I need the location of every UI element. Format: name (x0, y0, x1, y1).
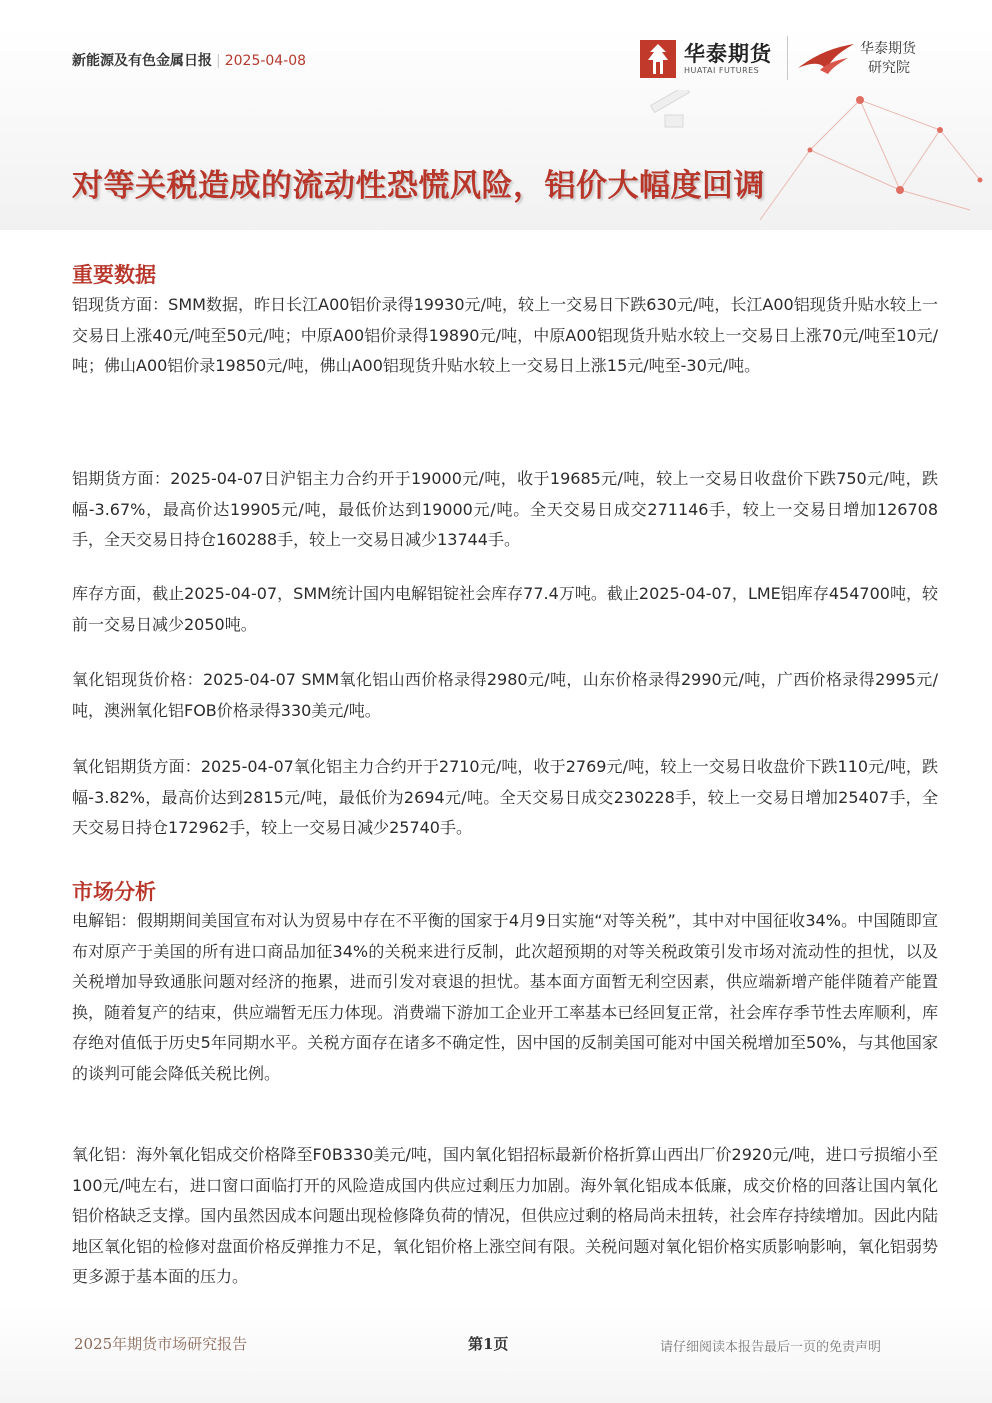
paragraph-electrolytic-aluminum: 电解铝：假期期间美国宣布对认为贸易中存在不平衡的国家于4月9日实施“对等关税”，其中对中国征收34%。中国随即宣布对原产于美国的所有进口商品加征34%的关税来进行反制，此次超预期的对等关税政策引发市场对流动性的担忧，以及关税增加导致通胀问题对经济的拖累，进而引发对衰退的担忧。基本面方面暂无利空因素，供应端新增产能伴随着产能置换，随着复产的结束，供应端暂无压力体现。消费端下游加工企业开工率基本已经回复正常，社会库存季节性去库顺利，库存绝对值低于历史5年同期水平。关税方面存在诸多不确定性，因中国的反制美国可能对中国关税增加至50%，与其他国家的谈判可能会降低关税比例。 (72, 911, 938, 1083)
paragraph-aluminum-spot: 铝现货方面：SMM数据，昨日长江A00铝价录得19930元/吨，较上一交易日下跌630元/吨，长江A00铝现货升贴水较上一交易日上涨40元/吨至50元/吨；中原A00铝价录得19890元/吨，中原A00铝现货升贴水较上一交易日上涨70元/吨至10元/吨；佛山A00铝价录19850元/吨，佛山A00铝现货升贴水较上一交易日上涨15元/吨至-30元/吨。 (72, 295, 938, 375)
research-logo-line1: 华泰期货 (860, 41, 916, 57)
footer-disclaimer: 请仔细阅读本报告最后一页的免责声明 (660, 1340, 882, 1355)
logo-divider (787, 36, 788, 80)
research-institute-logo (796, 36, 926, 84)
paragraph-alumina-analysis: 氧化铝：海外氧化铝成交价格降至F0B330美元/吨，国内氧化铝招标最新价格折算山西出厂价2920元/吨，进口亏损缩小至100元/吨左右，进口窗口面临打开的风险造成国内供应过剩压力加剧。海外氧化铝成本低廉，成交价格的回落让国内氧化铝价格缺乏支撑。国内虽然因成本问题出现检修降负荷的情况，但供应过剩的格局尚未扭转，社会库存持续增加。因此内陆地区氧化铝的检修对盘面价格反弹推力不足，氧化铝价格上涨空间有限。关税问题对氧化铝价格实质影响影响，氧化铝弱势更多源于基本面的压力。 (72, 1145, 938, 1286)
report-header (72, 50, 306, 70)
report-name: 新能源及有色金属日报 (72, 53, 212, 69)
huatai-logo-icon (640, 40, 676, 78)
page-number: 第1页 (468, 1335, 509, 1353)
report-date: 2025-04-08 (224, 53, 307, 69)
header-separator: | (216, 53, 221, 69)
paragraph-aluminum-futures: 铝期货方面：2025-04-07日沪铝主力合约开于19000元/吨，收于19685元/吨，较上一交易日收盘价下跌750元/吨，跌幅-3.67%，最高价达19905元/吨，最低价达到19000元/吨。全天交易日成交271146手，较上一交易日增加126708手，全天交易日持仓160288手，较上一交易日减少13744手。 (72, 469, 938, 549)
bird-logo-icon (796, 40, 858, 76)
research-logo-line2: 研究院 (868, 60, 910, 76)
section-title-key-data: 重要数据 (72, 263, 156, 287)
paragraph-inventory: 库存方面，截止2025-04-07，SMM统计国内电解铝锭社会库存77.4万吨。截止2025-04-07，LME铝库存454700吨，较前一交易日减少2050吨。 (72, 584, 938, 634)
paragraph-alumina-spot: 氧化铝现货价格：2025-04-07 SMM氧化铝山西价格录得2980元/吨，山东价格录得2990元/吨，广西价格录得2995元/吨，澳洲氧化铝FOB价格录得330美元/吨。 (72, 670, 938, 720)
section-title-market-analysis: 市场分析 (72, 880, 156, 904)
footer-report-name: 2025年期货市场研究报告 (74, 1335, 248, 1353)
logo-en-text: HUATAI FUTURES (684, 66, 760, 75)
page-title: 对等关税造成的流动性恐慌风险，铝价大幅度回调 (72, 168, 765, 204)
logo-cn-text: 华泰期货 (684, 42, 772, 66)
huatai-futures-logo (640, 38, 780, 82)
paragraph-alumina-futures: 氧化铝期货方面：2025-04-07氧化铝主力合约开于2710元/吨，收于2769元/吨，较上一交易日收盘价下跌110元/吨，跌幅-3.82%，最高价达到2815元/吨，最低价为2694元/吨。全天交易日成交230228手，较上一交易日增加25407手，全天交易日持仓172962手，较上一交易日减少25740手。 (72, 757, 938, 837)
